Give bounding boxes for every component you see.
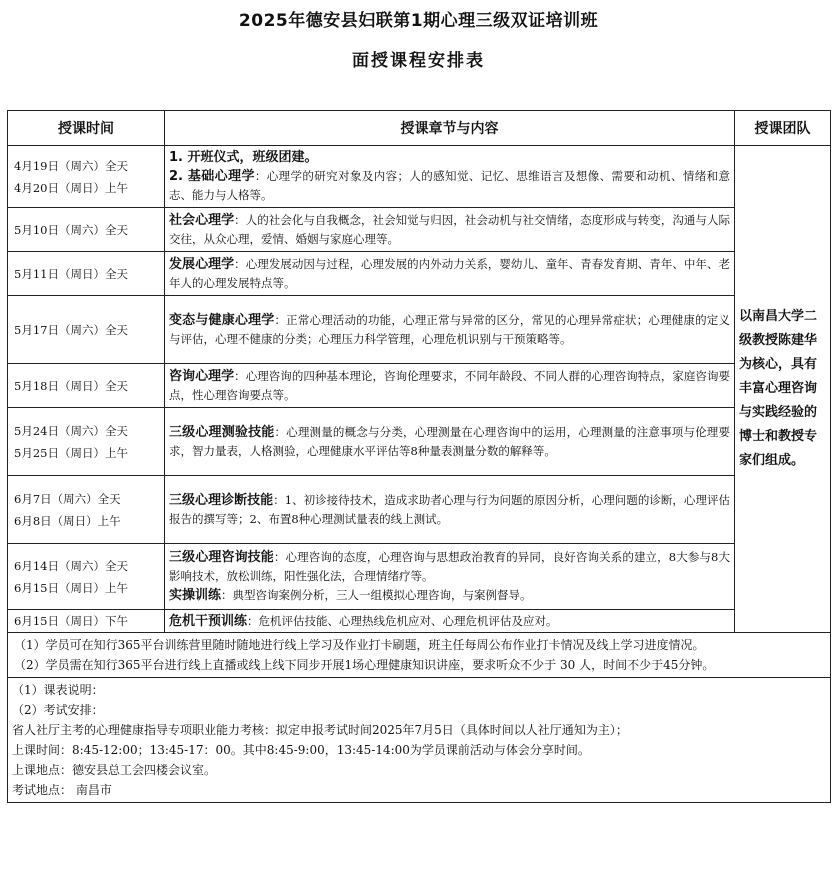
topic-title: 三级心理测验技能 [169,424,275,440]
content-item [169,167,730,205]
session-time-line: 5月25日（周日）上午 [14,445,128,460]
info-line: 考试地点： 南昌市 [12,783,112,797]
topic-description: ：正常心理活动的功能，心理正常与异常的区分，常见的心理异常症状；心理健康的定义与评估，心理不健康的分类；心理压力科学管理，心理危机识别与干预策略等。 [169,312,730,346]
topic-description: ：心理发展动因与过程，心理发展的内外动力关系，婴幼儿、童年、青春发育期、青年、中年、老年人的心理发展特点等。 [169,256,730,290]
teaching-team: 以南昌大学二级教授陈建华为核心，具有丰富心理咨询与实践经验的博士和教授专家们组成。 [735,146,831,633]
document-title: 2025年德安县妇联第1期心理三级双证培训班 [238,11,599,31]
info-line: 上课时间：8:45-12:00；13:45-17：00。其中8:45-9:00，13:45-14:00为学员课前活动与体会分享时间。 [12,743,590,757]
topic-title: 发展心理学 [169,256,235,272]
table-row [8,610,831,633]
topic-title: 变态与健康心理学 [169,312,275,328]
info-line: 上课地点：德安县总工会四楼会议室。 [12,763,217,777]
topic-description: ：危机评估技能、心理热线危机应对、心理危机评估及应对。 [247,613,558,628]
table-row [8,408,831,476]
header-team: 授课团队 [735,111,831,146]
session-content [165,544,735,610]
session-time-line: 5月10日（周六）全天 [14,222,128,237]
session-time-line: 5月18日（周日）全天 [14,378,128,393]
topic-title: 实操训练 [169,588,222,603]
topic-title: 危机干预训练 [169,613,248,629]
table-row [8,364,831,408]
info-line: （2）考试安排： [12,703,104,717]
info-line: （1）课表说明： [12,683,104,697]
notes-cell [8,633,831,678]
topic-description: ：心理学的研究对象及内容；人的感知觉、记忆、思维语言及想像、需要和动机、情绪和意志、能力与人格等。 [169,169,730,202]
session-time [8,408,165,476]
session-time [8,296,165,364]
session-time [8,476,165,544]
session-time [8,146,165,208]
content-item [169,367,730,405]
content-item [169,423,730,461]
note-item: （2）学员需在知行365平台进行线上直播或线上线下同步开展1场心理健康知识讲座，要求听众不少于 30 人，时间不少于45分钟。 [14,658,715,672]
session-time-line: 5月17日（周六）全天 [14,322,128,337]
session-content [165,364,735,408]
table-row [8,208,831,252]
session-content [165,408,735,476]
info-cell [8,678,831,803]
session-content [165,208,735,252]
notes-row [8,633,831,678]
session-content [165,296,735,364]
note-item: （1）学员可在知行365平台训练营里随时随地进行线上学习及作业打卡刷题，班主任每周公布作业打卡情况及线上学习进度情况。 [14,638,705,652]
content-item [169,311,730,349]
topic-description: ：典型咨询案例分析，三人一组模拟心理咨询，与案例督导。 [221,588,532,602]
document-subtitle: 面授课程安排表 [352,51,485,71]
info-line: 省人社厅主考的心理健康指导专项职业能力考核：拟定申报考试时间2025年7月5日（具体时间以人社厅通知为主）； [12,723,628,737]
content-item [169,211,730,249]
topic-description: ：人的社会化与自我概念，社会知觉与归因，社会动机与社交情绪，态度形成与转变，沟通与人际交往，从众心理，爱情、婚姻与家庭心理等。 [169,212,730,246]
session-content [165,476,735,544]
session-time-line: 6月15日（周日）下午 [14,614,128,628]
session-time-line: 4月19日（周六）全天 [14,158,128,173]
content-item [169,612,730,631]
content-item [169,255,730,293]
session-time-line: 6月7日（周六）全天 [14,491,121,506]
session-time-line: 6月15日（周日）上午 [14,580,128,595]
session-content [165,252,735,296]
header-content: 授课章节与内容 [165,111,735,146]
session-time [8,544,165,610]
session-time [8,208,165,252]
info-row [8,678,831,803]
topic-title: 社会心理学 [169,212,235,228]
header-row [8,111,831,146]
table-row [8,476,831,544]
session-time-line: 4月20日（周日）上午 [14,180,128,195]
topic-title: 1. 开班仪式，班级团建。 [169,150,318,165]
session-time [8,364,165,408]
table-row [8,544,831,610]
session-content [165,610,735,633]
table-row [8,146,831,208]
session-time-line: 6月8日（周日）上午 [14,513,121,528]
session-time-line: 5月24日（周六）全天 [14,423,128,438]
topic-description: ：心理咨询的态度，心理咨询与思想政治教育的异同，良好咨询关系的建立，8大参与8大影响技术，放松训练，阳性强化法，合理情绪疗等。 [169,550,730,583]
content-item [169,586,730,605]
topic-description: ：1、初诊接待技术，造成求助者心理与行为问题的原因分析，心理问题的诊断，心理评估报告的撰写等；2、布置8种心理测试量表的线上测试。 [169,492,730,526]
session-time-line: 6月14日（周六）全天 [14,558,128,573]
topic-description: ：心理测量的概念与分类，心理测量在心理咨询中的运用，心理测量的注意事项与伦理要求，智力量表，人格测验，心理健康水平评估等8种量表测量分数的解释等。 [169,424,730,458]
table-row [8,296,831,364]
session-time [8,610,165,633]
content-item [169,548,730,586]
topic-title: 三级心理诊断技能 [169,492,274,508]
schedule-table [7,110,831,803]
session-time-line: 5月11日（周日）全天 [14,266,128,281]
session-content [165,146,735,208]
topic-title: 咨询心理学 [169,368,235,384]
content-item [169,148,730,167]
session-time [8,252,165,296]
topic-description: ：心理咨询的四种基本理论，咨询伦理要求，不同年龄段、不同人群的心理咨询特点，家庭咨询要点，性心理咨询要点等。 [169,368,730,402]
content-item [169,491,730,529]
table-row [8,252,831,296]
topic-title: 2. 基础心理学 [169,169,255,184]
topic-title: 三级心理咨询技能 [169,550,274,565]
header-time: 授课时间 [8,111,165,146]
